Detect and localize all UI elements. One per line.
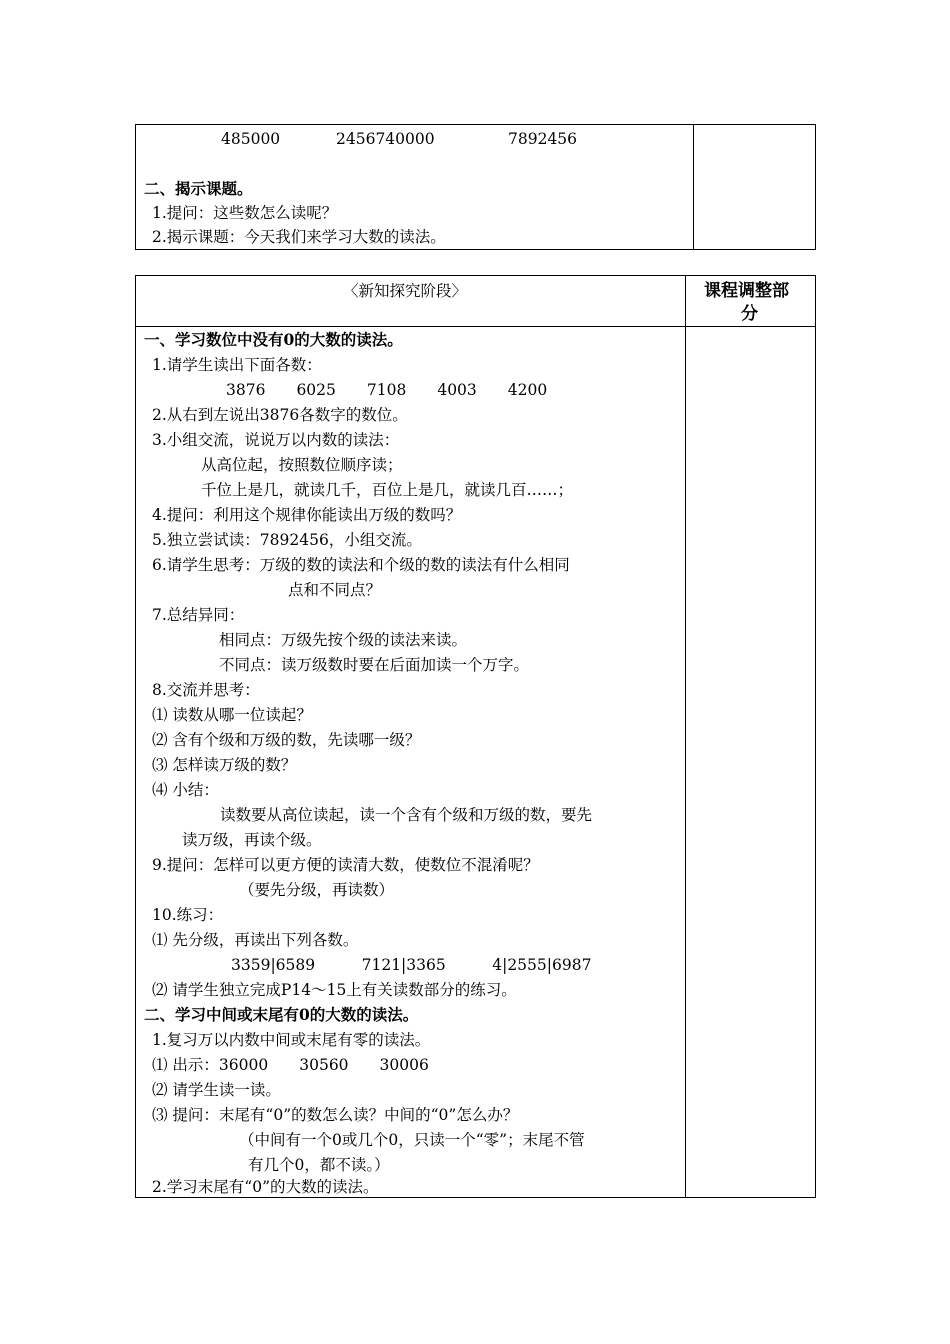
text-line: ⑶ 怎样读万级的数？ bbox=[152, 756, 297, 774]
stage-title: 〈新知探究阶段〉 bbox=[343, 282, 468, 300]
text-line: 点和不同点？ bbox=[288, 581, 382, 599]
number-485000: 485000 bbox=[221, 130, 281, 148]
text-line: ⑵ 含有个级和万级的数，先读哪一级？ bbox=[152, 731, 421, 749]
text-line: 1.复习万以内数中间或末尾有零的读法。 bbox=[152, 1031, 431, 1049]
text-line: ⑷ 小结： bbox=[152, 781, 219, 799]
text-line: 4.提问：利用这个规律你能读出万级的数吗？ bbox=[152, 506, 462, 524]
text-line: 2.从右到左说出3876各数字的数位。 bbox=[152, 406, 408, 424]
section-heading-no-zero: 一、学习数位中没有0的大数的读法。 bbox=[144, 330, 403, 349]
numbers-line: 3876 6025 7108 4003 4200 bbox=[226, 381, 548, 399]
text-line: ⑴ 读数从哪一位读起？ bbox=[152, 706, 312, 724]
number-7892456: 7892456 bbox=[508, 130, 578, 148]
text-line: ⑴ 出示：36000 30560 30006 bbox=[152, 1056, 429, 1074]
text-line: 9.提问：怎样可以更方便的读清大数，使数位不混淆呢？ bbox=[152, 856, 539, 874]
text-line: 有几个0，都不读。） bbox=[248, 1156, 390, 1174]
text-line: 10.练习： bbox=[152, 906, 224, 924]
text-line: 1.提问：这些数怎么读呢？ bbox=[152, 204, 338, 222]
text-line: 1.请学生读出下面各数： bbox=[152, 356, 322, 374]
header-row-divider bbox=[136, 326, 815, 327]
text-line: 2.揭示课题：今天我们来学习大数的读法。 bbox=[152, 228, 446, 246]
text-line: 读数要从高位读起，读一个含有个级和万级的数，要先 bbox=[220, 806, 593, 824]
text-line: ⑵ 请学生独立完成P14～15上有关读数部分的练习。 bbox=[152, 981, 517, 999]
text-line: 千位上是几，就读几千，百位上是几，就读几百……； bbox=[201, 481, 574, 499]
numbers-line: 3359|6589 7121|3365 4|2555|6987 bbox=[231, 956, 592, 974]
top-table-divider bbox=[693, 125, 694, 249]
text-line: 读万级，再读个级。 bbox=[182, 831, 322, 849]
side-column-title: 课程调整部 bbox=[704, 281, 789, 301]
number-2456740000: 2456740000 bbox=[336, 130, 435, 148]
text-line: ⑶ 提问：末尾有“0”的数怎么读？中间的“0”怎么办？ bbox=[152, 1106, 519, 1124]
text-line: 相同点：万级先按个级的读法来读。 bbox=[219, 631, 468, 649]
text-line: 3.小组交流，说说万以内数的读法： bbox=[152, 431, 400, 449]
text-line: 2.学习末尾有“0”的大数的读法。 bbox=[152, 1178, 379, 1196]
text-line: ⑵ 请学生读一读。 bbox=[152, 1081, 281, 1099]
main-table bbox=[135, 275, 816, 1198]
text-line: （中间有一个0或几个0，只读一个“零”；末尾不管 bbox=[239, 1131, 585, 1149]
text-line: 7.总结异同： bbox=[152, 606, 245, 624]
top-table bbox=[135, 124, 816, 250]
text-line: 从高位起，按照数位顺序读； bbox=[201, 456, 403, 474]
side-column-title: 分 bbox=[741, 304, 758, 324]
text-line: （要先分级，再读数） bbox=[239, 881, 395, 899]
text-line: 不同点：读万级数时要在后面加读一个万字。 bbox=[219, 656, 530, 674]
text-line: 8.交流并思考： bbox=[152, 681, 260, 699]
main-table-divider bbox=[685, 276, 686, 1197]
text-line: 6.请学生思考：万级的数的读法和个级的数的读法有什么相同 bbox=[152, 556, 570, 574]
text-line: 5.独立尝试读：7892456，小组交流。 bbox=[152, 531, 422, 549]
section-heading-with-zero: 二、学习中间或末尾有0的大数的读法。 bbox=[144, 1005, 419, 1024]
text-line: ⑴ 先分级，再读出下列各数。 bbox=[152, 931, 359, 949]
section-heading-reveal-topic: 二、揭示课题。 bbox=[144, 179, 253, 198]
